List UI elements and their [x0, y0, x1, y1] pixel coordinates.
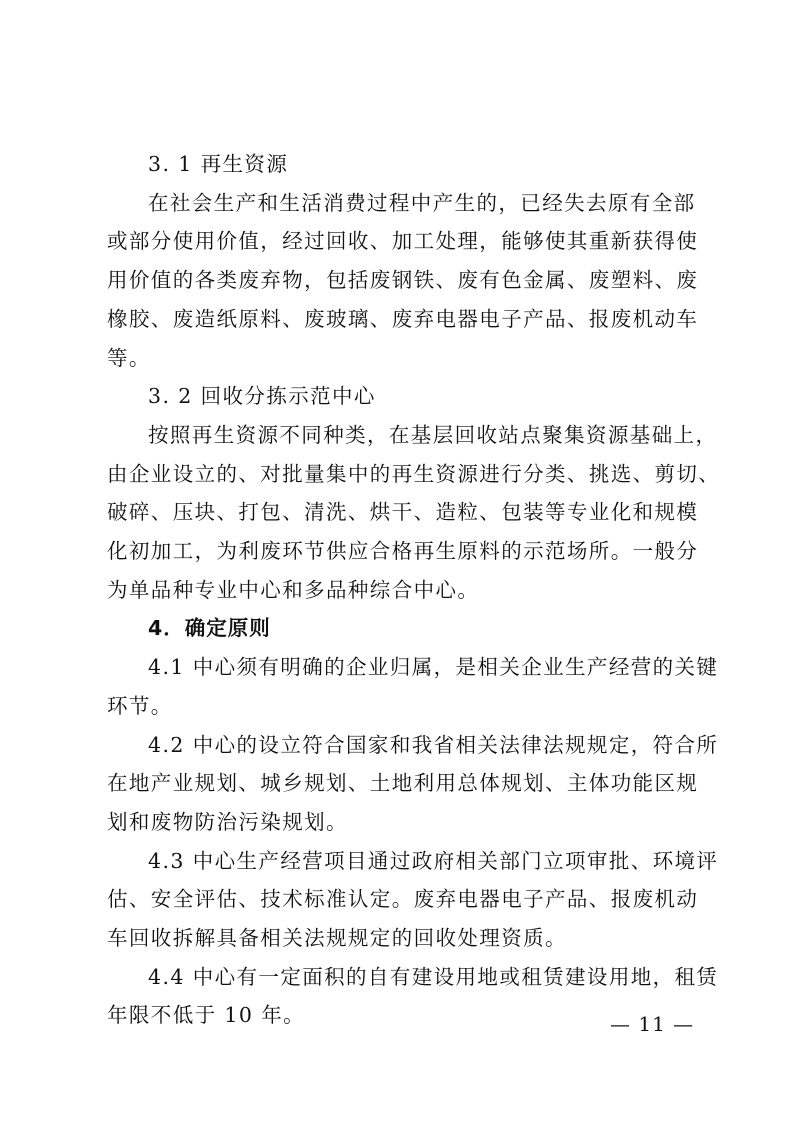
section-3-1-heading: 3. 1 再生资源: [148, 152, 289, 176]
clause-4-1-line: 4.1 中心须有明确的企业归属，是相关企业生产经营的关键: [148, 655, 719, 680]
section-3-1-line: 用价值的各类废弃物，包括废钢铁、废有色金属、废塑料、废: [107, 268, 699, 293]
section-3-2-heading: 3. 2 回收分拣示范中心: [148, 384, 376, 409]
clause-4-2-line: 4.2 中心的设立符合国家和我省相关法律法规规定，符合所: [148, 732, 719, 757]
clause-4-4-line: 年限不低于 10 年。: [107, 1003, 306, 1028]
section-3-1-line: 在社会生产和生活消费过程中产生的，已经失去原有全部: [148, 190, 696, 215]
section-3-1-line: 等。: [107, 345, 151, 370]
section-3-2-line: 由企业设立的、对批量集中的再生资源进行分类、挑选、剪切、: [107, 461, 721, 486]
section-3-2-line: 按照再生资源不同种类，在基层回收站点聚集资源基础上，: [148, 422, 718, 447]
page-content: [107, 145, 721, 1036]
clause-4-3-line: 车回收拆解具备相关法规规定的回收处理资质。: [107, 926, 567, 951]
section-3-1-line: 或部分使用价值，经过回收、加工处理，能够使其重新获得使: [107, 229, 699, 254]
clause-4-2-line: 划和废物防治污染规划。: [107, 809, 348, 834]
clause-4-3-line: 4.3 中心生产经营项目通过政府相关部门立项审批、环境评: [148, 848, 719, 873]
clause-4-2-line: 在地产业规划、城乡规划、土地利用总体规划、主体功能区规: [107, 771, 699, 796]
page-number: — 11 —: [610, 1012, 695, 1036]
section-3-2-line: 破碎、压块、打包、清洗、烘干、造粒、包装等专业化和规模: [107, 500, 699, 525]
clause-4-3-line: 估、安全评估、技术标准认定。废弃电器电子产品、报废机动: [107, 887, 699, 912]
section-3-2-line: 化初加工，为利废环节供应合格再生原料的示范场所。一般分: [107, 539, 699, 564]
clause-4-4-line: 4.4 中心有一定面积的自有建设用地或租赁建设用地，租赁: [148, 964, 719, 989]
section-3-1-line: 橡胶、废造纸原料、废玻璃、废弃电器电子产品、报废机动车: [107, 306, 699, 331]
section-4-heading: 4．确定原则: [148, 616, 271, 641]
section-3-2-line: 为单品种专业中心和多品种综合中心。: [107, 577, 480, 602]
clause-4-1-line: 环节。: [107, 693, 173, 718]
